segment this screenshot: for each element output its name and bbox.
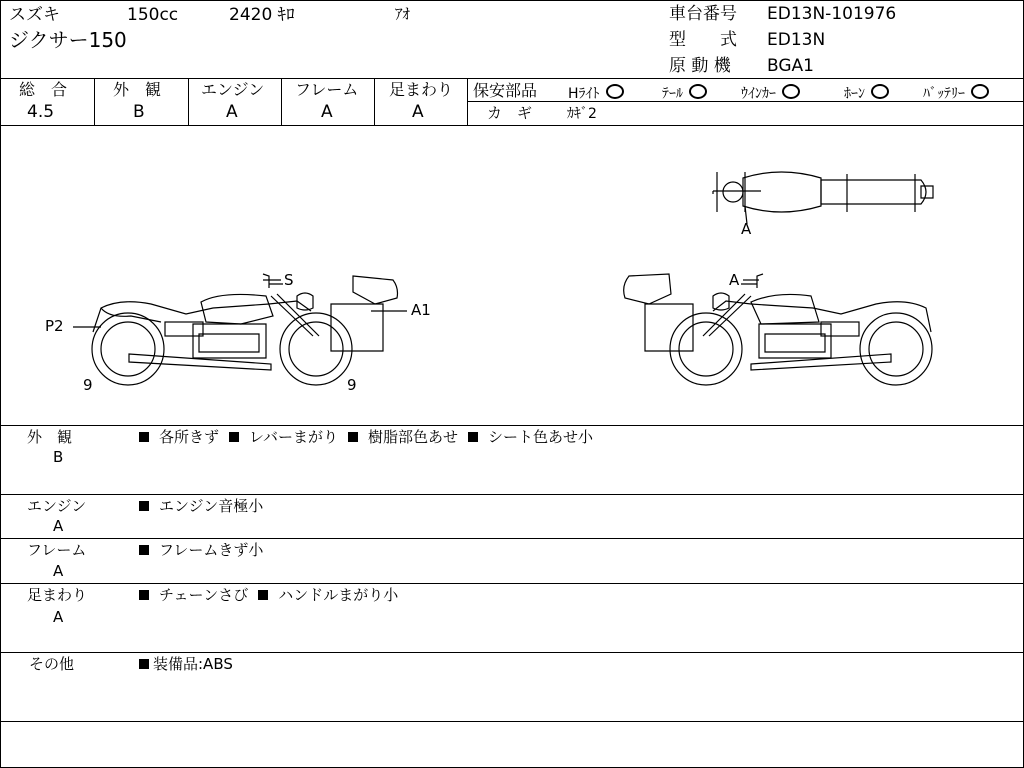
note-engine-items: エンジン音極小 — [139, 499, 263, 514]
motorcycle-diagram — [1, 126, 1023, 424]
divider — [1, 721, 1023, 722]
mark-top-a: A — [741, 220, 752, 238]
note-frame-grade: A — [53, 562, 64, 580]
ok-circle-icon — [689, 84, 707, 99]
mark-a1: A1 — [411, 301, 431, 319]
bullet-square-icon — [348, 432, 358, 442]
divider — [1, 425, 1023, 426]
safety-item-battery: ﾊﾞｯﾃﾘｰ — [923, 84, 989, 101]
mark-s: S — [284, 271, 294, 289]
mark-rear-tire: 9 — [83, 376, 93, 394]
note-exterior-label: 外 観 — [27, 428, 73, 446]
note-exterior-items: 各所きず レバーまがり 樹脂部色あせ シート色あせ小 — [139, 430, 593, 445]
note-exterior-grade: B — [53, 448, 64, 466]
type-value: ED13N — [767, 30, 826, 50]
note-frame-label: フレーム — [27, 541, 87, 559]
ok-circle-icon — [871, 84, 889, 99]
frame-score: A — [321, 102, 333, 122]
color: ｱｵ — [395, 5, 411, 23]
suspension-score-label: 足まわり — [389, 80, 454, 99]
bullet-square-icon — [139, 590, 149, 600]
engine-score: A — [226, 102, 238, 122]
ok-circle-icon — [782, 84, 800, 99]
ok-circle-icon — [971, 84, 989, 99]
bullet-square-icon — [468, 432, 478, 442]
divider — [281, 78, 282, 125]
safety-item-tail: ﾃｰﾙ — [662, 84, 707, 101]
frame-score-label: フレーム — [295, 80, 359, 99]
safety-item-horn: ﾎｰﾝ — [844, 84, 889, 101]
divider — [1, 494, 1023, 495]
mark-p2: P2 — [45, 317, 64, 335]
note-suspension-items: チェーンさび ハンドルまがり小 — [139, 588, 398, 603]
key-value: ｶｷﾞ2 — [567, 106, 597, 122]
safety-item-winker: ｳｲﾝｶｰ — [741, 84, 800, 101]
mark-front-tire: 9 — [347, 376, 357, 394]
note-suspension-label: 足まわり — [27, 586, 88, 604]
motorcycle-right-view — [624, 271, 932, 385]
mark-right-a: A — [729, 271, 740, 289]
bullet-square-icon — [229, 432, 239, 442]
suspension-score: A — [412, 102, 424, 122]
bullet-square-icon — [139, 432, 149, 442]
model-name: ジクサー150 — [9, 28, 127, 52]
engine-score-label: エンジン — [201, 80, 265, 99]
bullet-square-icon — [139, 545, 149, 555]
note-engine-grade: A — [53, 517, 64, 535]
ok-circle-icon — [606, 84, 624, 99]
frame-no-label: 車台番号 — [669, 4, 737, 24]
note-other-label: その他 — [29, 655, 75, 673]
safety-label: 保安部品 — [473, 81, 538, 100]
exterior-label: 外 観 — [113, 80, 162, 99]
type-label: 型 式 — [669, 30, 737, 50]
divider — [374, 78, 375, 125]
note-engine-label: エンジン — [27, 497, 87, 515]
safety-item-headlight: Hﾗｲﾄ — [568, 84, 624, 101]
frame-no: ED13N-101976 — [767, 4, 897, 24]
exterior-score: B — [133, 102, 145, 122]
displacement: 150cc — [127, 5, 179, 25]
engine-value: BGA1 — [767, 56, 814, 76]
divider — [1, 652, 1023, 653]
bullet-square-icon — [139, 501, 149, 511]
overall-label: 総 合 — [19, 80, 68, 99]
engine-label: 原 動 機 — [669, 56, 731, 76]
divider — [1, 538, 1023, 539]
note-suspension-grade: A — [53, 608, 64, 626]
maker: スズキ — [9, 5, 60, 25]
divider — [94, 78, 95, 125]
overall-score: 4.5 — [27, 102, 55, 122]
note-other-items: 装備品:ABS — [139, 657, 233, 672]
note-frame-items: フレームきず小 — [139, 543, 263, 558]
bullet-square-icon — [139, 659, 149, 669]
divider — [188, 78, 189, 125]
divider — [1, 78, 1023, 79]
key-label: カ ギ — [487, 104, 533, 122]
motorcycle-left-view — [92, 271, 398, 385]
bullet-square-icon — [258, 590, 268, 600]
motorcycle-top-view — [713, 172, 933, 212]
mileage: 2420 ｷﾛ — [229, 5, 295, 25]
divider — [1, 583, 1023, 584]
